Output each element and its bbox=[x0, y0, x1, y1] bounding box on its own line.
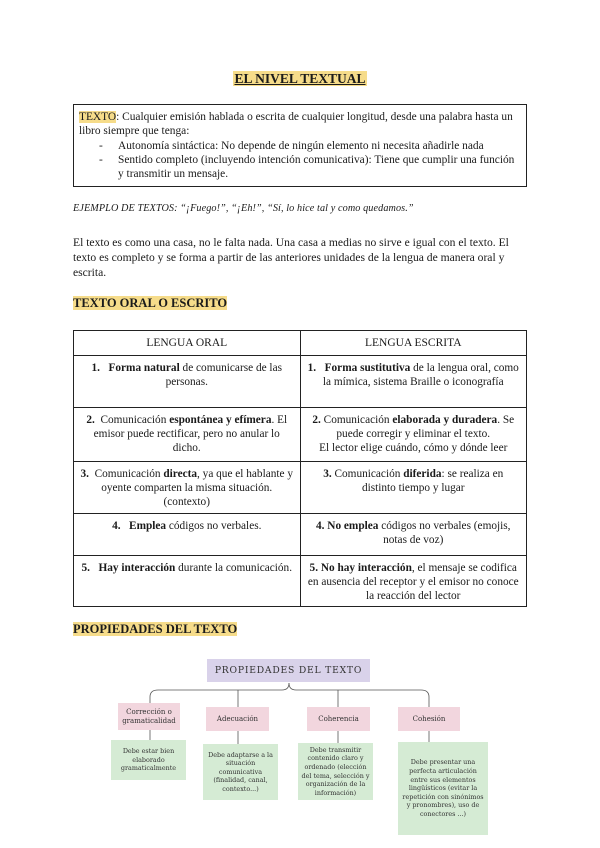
desc-correccion: Debe estar bien elaborado gramaticalmente bbox=[111, 740, 186, 780]
property-coherencia: Coherencia bbox=[307, 707, 370, 731]
definition-item: - Autonomía sintáctica: No depende de ningún elemento ni necesita añadirle nada bbox=[79, 139, 521, 153]
property-correccion: Corrección o gramaticalidad bbox=[118, 703, 180, 730]
property-adecuacion: Adecuación bbox=[206, 707, 269, 731]
section-heading-oral: TEXTO ORAL O ESCRITO bbox=[73, 296, 228, 310]
page-title: EL NIVEL TEXTUAL bbox=[234, 71, 366, 86]
table-row bbox=[74, 462, 527, 514]
cell-oral: 5. Hay interacción durante la comunicación. bbox=[74, 556, 301, 607]
cell-oral: 4. Emplea códigos no verbales. bbox=[74, 514, 301, 556]
table-row bbox=[74, 556, 527, 607]
definition-text: : Cualquier emisión hablada o escrita de cualquier longitud, desde una palabra hasta un libro siempre que tenga: bbox=[79, 111, 513, 137]
section-heading-properties: PROPIEDADES DEL TEXTO bbox=[73, 622, 238, 636]
cell-escrita: 4. No emplea códigos no verbales (emojis, notas de voz) bbox=[300, 514, 527, 556]
cell-escrita: 2. Comunicación elaborada y duradera. Se puede corregir y eliminar el texto. El lector elige cuándo, cómo y dónde leer bbox=[300, 408, 527, 462]
cell-escrita: 1. Forma sustitutiva de la lengua oral, como la mímica, sistema Braille o iconografía bbox=[300, 356, 527, 408]
comparison-table bbox=[73, 330, 527, 607]
cell-oral: 2. Comunicación espontánea y efímera. El emisor puede rectificar, pero no anular lo dicho. bbox=[74, 408, 301, 462]
intro-paragraph: El texto es como una casa, no le falta nada. Una casa a medias no sirve e igual con el texto. El texto es completo y se forma a partir de las anteriores unidades de la lengua de manera oral y escrita. bbox=[73, 236, 509, 279]
header-lengua-escrita: LENGUA ESCRITA bbox=[300, 331, 527, 356]
brace-connector bbox=[289, 683, 429, 707]
definition-box bbox=[73, 104, 527, 187]
definition-list bbox=[79, 139, 521, 181]
cell-oral: 3. Comunicación directa, ya que el hablante y oyente comparten la misma situación. (contexto) bbox=[74, 462, 301, 514]
brace-connector bbox=[150, 683, 289, 703]
table-row bbox=[74, 408, 527, 462]
definition-item: - Sentido completo (incluyendo intención comunicativa): Tiene que cumplir una función y transmitir un mensaje. bbox=[79, 153, 521, 181]
table-row bbox=[74, 514, 527, 556]
property-cohesion: Cohesión bbox=[398, 707, 460, 731]
cell-escrita: 3. Comunicación diferida: se realiza en distinto tiempo y lugar bbox=[300, 462, 527, 514]
table-header-row bbox=[74, 331, 527, 356]
desc-cohesion: Debe presentar una perfecta articulación entre sus elementos lingüísticos (evitar la repetición con sinónimos y pronombres), uso de conectores ...) bbox=[398, 742, 488, 835]
desc-coherencia: Debe transmitir contenido claro y ordenado (elección del tema, selección y organización de la información) bbox=[298, 743, 373, 800]
example-line: EJEMPLO DE TEXTOS: “¡Fuego!”, “¡Eh!”, “Sí, lo hice tal y como quedamos.” bbox=[73, 203, 414, 214]
diagram-title: PROPIEDADES DEL TEXTO bbox=[207, 659, 370, 682]
header-lengua-oral: LENGUA ORAL bbox=[74, 331, 301, 356]
definition-term: TEXTO bbox=[79, 111, 117, 123]
table-row bbox=[74, 356, 527, 408]
desc-adecuacion: Debe adaptarse a la situación comunicativa (finalidad, canal, contexto...) bbox=[203, 744, 278, 800]
cell-escrita: 5. No hay interacción, el mensaje se codifica en ausencia del receptor y el emisor no conoce la reacción del lector bbox=[300, 556, 527, 607]
cell-oral: 1. Forma natural de comunicarse de las personas. bbox=[74, 356, 301, 408]
